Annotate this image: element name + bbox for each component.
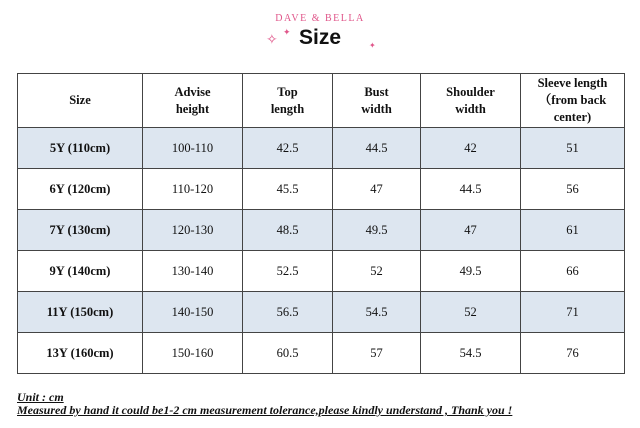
table-row bbox=[18, 292, 625, 333]
table-header-row bbox=[18, 74, 625, 128]
table-cell: 47 bbox=[333, 169, 421, 210]
table-cell: 54.5 bbox=[421, 333, 521, 374]
table-cell: 51 bbox=[521, 128, 625, 169]
table-cell: 140-150 bbox=[143, 292, 243, 333]
table-row bbox=[18, 128, 625, 169]
table-cell: 52 bbox=[421, 292, 521, 333]
size-cell: 5Y (110cm) bbox=[18, 128, 143, 169]
sparkle-small-icon: ✦ bbox=[283, 27, 291, 37]
size-cell: 9Y (140cm) bbox=[18, 251, 143, 292]
table-cell: 56.5 bbox=[243, 292, 333, 333]
unit-note: Unit : cm bbox=[17, 390, 64, 404]
table-cell: 110-120 bbox=[143, 169, 243, 210]
table-cell: 56 bbox=[521, 169, 625, 210]
table-row bbox=[18, 169, 625, 210]
table-cell: 60.5 bbox=[243, 333, 333, 374]
column-header: Top length bbox=[243, 74, 333, 128]
table-cell: 76 bbox=[521, 333, 625, 374]
page-title: Size bbox=[298, 26, 342, 49]
table-cell: 42 bbox=[421, 128, 521, 169]
table-cell: 54.5 bbox=[333, 292, 421, 333]
table-cell: 44.5 bbox=[333, 128, 421, 169]
table-cell: 45.5 bbox=[243, 169, 333, 210]
column-header: Bust width bbox=[333, 74, 421, 128]
sparkle-icon: ✧ bbox=[266, 33, 278, 48]
table-cell: 100-110 bbox=[143, 128, 243, 169]
table-cell: 120-130 bbox=[143, 210, 243, 251]
table-cell: 150-160 bbox=[143, 333, 243, 374]
size-cell: 13Y (160cm) bbox=[18, 333, 143, 374]
table-cell: 44.5 bbox=[421, 169, 521, 210]
column-header: Size bbox=[18, 74, 143, 128]
size-table bbox=[17, 73, 625, 374]
column-header: Sleeve length （from back center) bbox=[521, 74, 625, 128]
table-cell: 66 bbox=[521, 251, 625, 292]
table-row bbox=[18, 251, 625, 292]
size-cell: 6Y (120cm) bbox=[18, 169, 143, 210]
table-body bbox=[18, 128, 625, 374]
table-cell: 49.5 bbox=[333, 210, 421, 251]
table-row bbox=[18, 210, 625, 251]
table-cell: 52 bbox=[333, 251, 421, 292]
size-cell: 11Y (150cm) bbox=[18, 292, 143, 333]
table-row bbox=[18, 333, 625, 374]
table-cell: 49.5 bbox=[421, 251, 521, 292]
table-cell: 47 bbox=[421, 210, 521, 251]
table-cell: 130-140 bbox=[143, 251, 243, 292]
brand-logo: DAVE & BELLA bbox=[275, 13, 365, 24]
table-cell: 71 bbox=[521, 292, 625, 333]
table-cell: 52.5 bbox=[243, 251, 333, 292]
table-cell: 48.5 bbox=[243, 210, 333, 251]
size-cell: 7Y (130cm) bbox=[18, 210, 143, 251]
table-cell: 57 bbox=[333, 333, 421, 374]
column-header: Advise height bbox=[143, 74, 243, 128]
table-cell: 42.5 bbox=[243, 128, 333, 169]
tolerance-note: Measured by hand it could be1-2 cm measurement tolerance,please kindly understand , Thank you ! bbox=[17, 403, 513, 417]
column-header: Shoulder width bbox=[421, 74, 521, 128]
table-cell: 61 bbox=[521, 210, 625, 251]
sparkle-right-icon: ✦ bbox=[369, 41, 376, 50]
